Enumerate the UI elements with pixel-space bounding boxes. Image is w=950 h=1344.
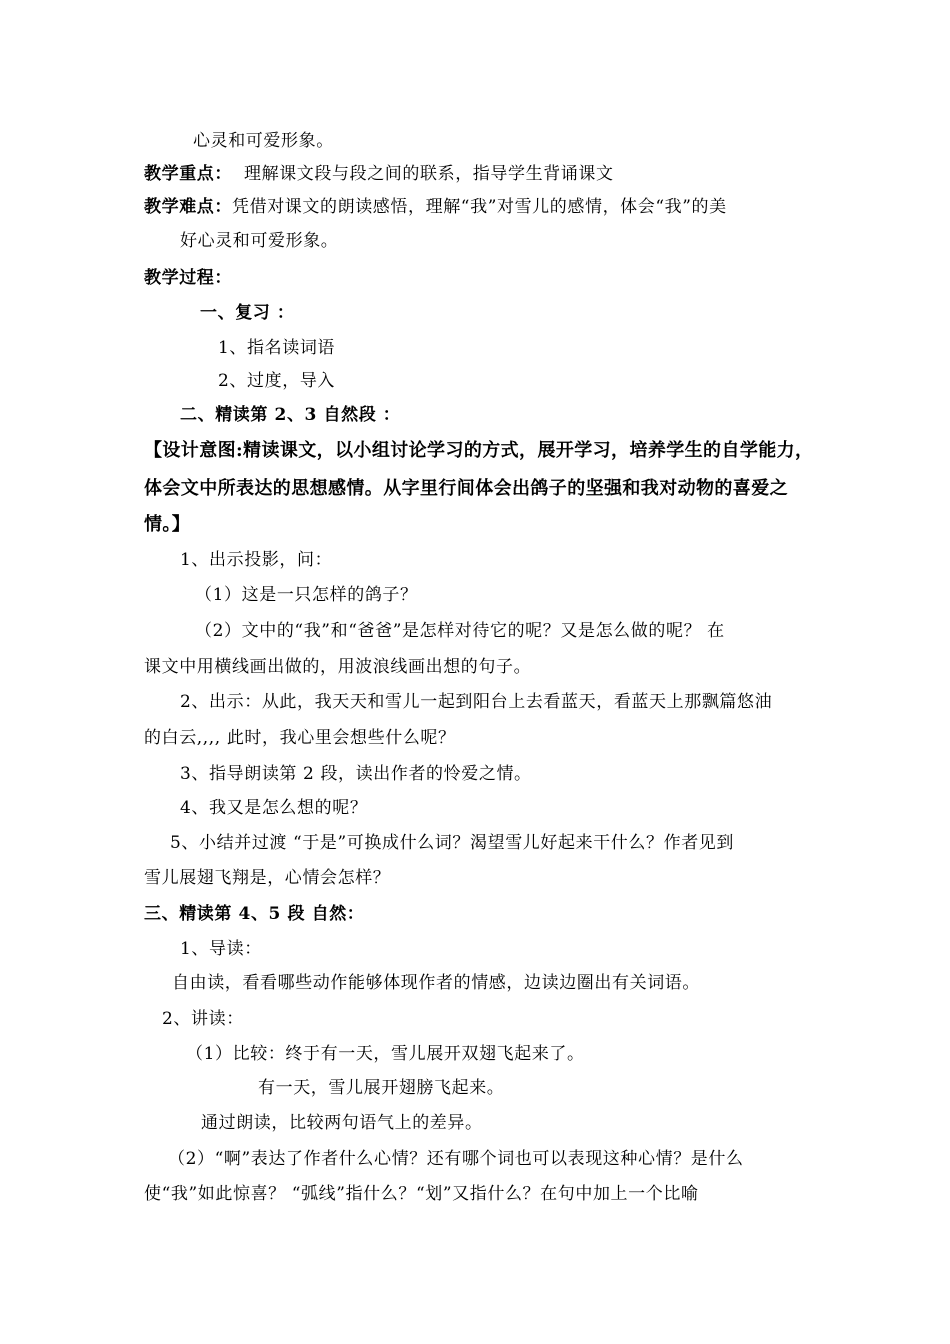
section2-question-2: （2）文中的“我”和“爸爸”是怎样对待它的呢？又是怎么做的呢？ 在 [195,621,725,641]
section2-heading: 二、精读第 2、3 自然段 ： [180,405,401,425]
section3-question-2: （2）“啊”表达了作者什么心情？还有哪个词也可以表现这种心情？是什么 [168,1149,744,1169]
section2-item-2-cont: 的白云,,,, 此时，我心里会想些什么呢？ [144,728,456,748]
section1-item-2: 2、过度，导入 [218,371,336,391]
section2-question-2-cont: 课文中用横线画出做的，用波浪线画出想的句子。 [144,657,532,677]
process-label: 教学过程： [144,268,232,288]
difficulty-label: 教学难点： [144,197,232,217]
section2-question-1: （1）这是一只怎样的鸽子？ [195,585,418,605]
section2-item-4: 4、我又是怎么想的呢？ [180,798,368,818]
difficulty-text: 凭借对课文的朗读感悟，理解“我”对雪儿的感情，体会“我”的美 [232,197,727,217]
section3-compare-1: （1）比较：终于有一天，雪儿展开双翅飞起来了。 [186,1044,585,1064]
section3-compare-2: 有一天，雪儿展开翅膀飞起来。 [258,1078,505,1098]
difficulty [144,196,727,218]
design-intent-line-1: 【设计意图:精读课文，以小组讨论学习的方式，展开学习，培养学生的自学能力， [144,440,814,461]
section2-item-5: 5、小结并过渡 “于是”可换成什么词？渴望雪儿好起来干什么？作者见到 [170,833,734,853]
section3-item-1: 1、导读： [180,939,262,959]
section3-question-2-cont: 使“我”如此惊喜？ “弧线”指什么？“划”又指什么？在句中加上一个比喻 [144,1184,699,1204]
design-intent-line-2: 体会文中所表达的思想感情。从字里行间体会出鸽子的坚强和我对动物的喜爱之 [144,478,788,499]
section1-item-1: 1、指名读词语 [218,338,336,358]
section2-item-1: 1、出示投影，问： [180,550,333,570]
section1-heading: 一、复习 ： [200,303,295,323]
section3-heading: 三、精读第 4、5 段 自然： [144,904,365,924]
objective-tail: 心灵和可爱形象。 [193,131,334,151]
section3-item-1-text: 自由读，看看哪些动作能够体现作者的情感，边读边圈出有关词语。 [172,973,700,993]
key-point-text: 理解课文段与段之间的联系，指导学生背诵课文 [244,164,614,184]
difficulty-text-cont: 好心灵和可爱形象。 [180,231,339,251]
key-point-label: 教学重点： [144,164,232,184]
section2-item-3: 3、指导朗读第 2 段，读出作者的怜爱之情。 [180,764,532,784]
design-intent-line-3: 情。】 [144,514,191,535]
section2-item-2: 2、出示：从此，我天天和雪儿一起到阳台上去看蓝天，看蓝天上那飘篇悠油 [180,692,773,712]
key-point [144,163,614,185]
section3-item-2: 2、讲读： [162,1009,244,1029]
section3-compare-note: 通过朗读，比较两句语气上的差异。 [201,1113,483,1133]
section2-item-5-cont: 雪儿展翅飞翔是，心情会怎样？ [144,868,391,888]
